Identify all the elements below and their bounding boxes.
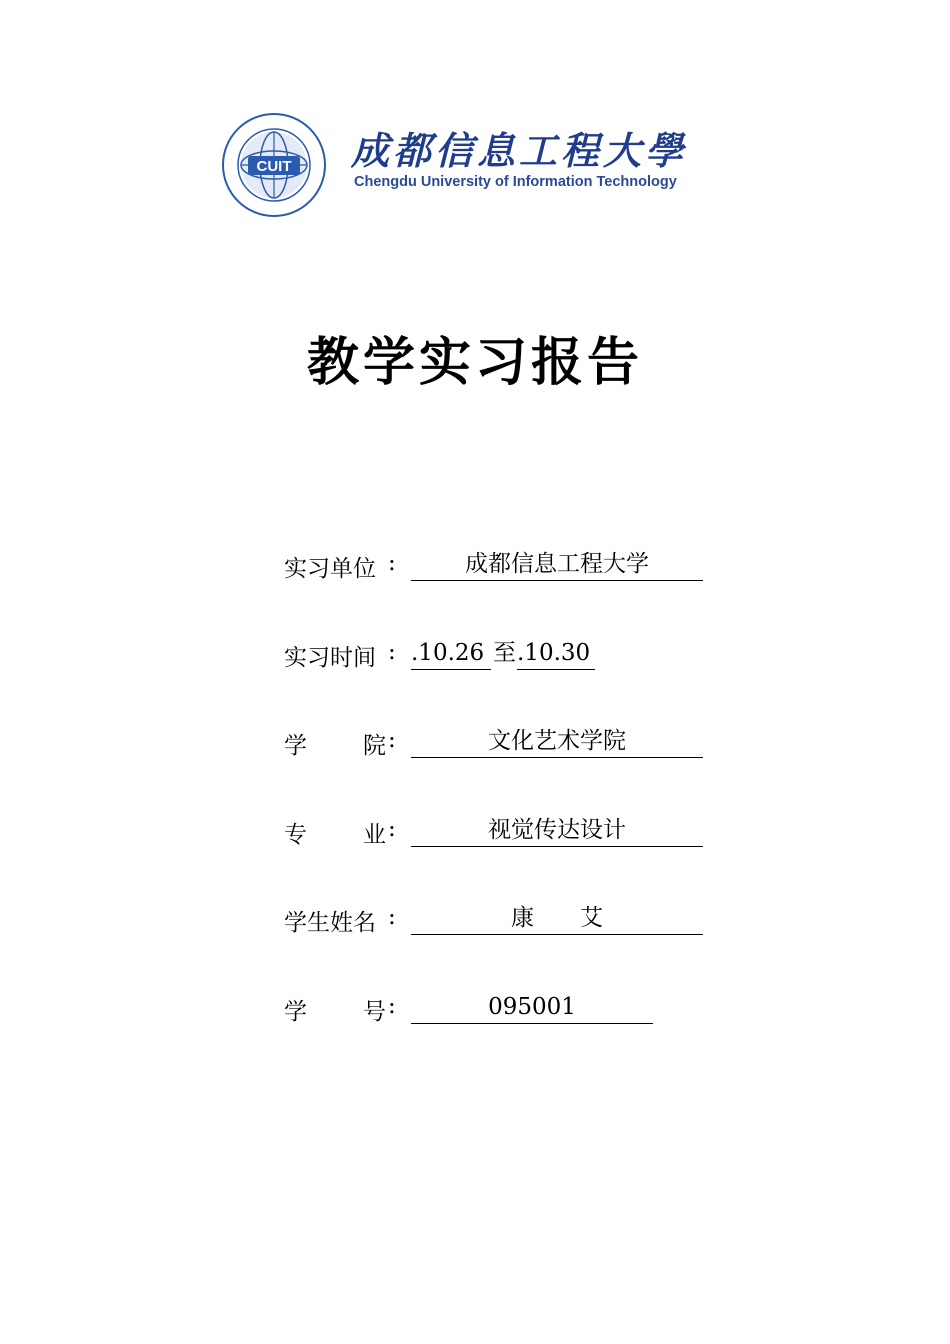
field-value-time-end: .10.30 [517,639,595,670]
field-label-id [284,993,386,1026]
field-value-time-separator: 至 [493,640,516,666]
field-value-id: 095001 [411,993,653,1024]
university-logo [221,112,736,202]
field-colon: : [388,727,396,753]
field-label-major [284,816,386,849]
field-label-name: 学生姓名 [284,910,376,936]
field-colon: : [388,639,396,665]
field-value-time-start: .10.26 [411,639,491,670]
field-label-college [284,727,386,760]
field-value-unit: 成都信息工程大学 [411,550,703,581]
field-value-college: 文化艺术学院 [411,727,703,758]
field-value-name: 康 艾 [411,904,703,935]
report-title: 教学实习报告 [306,332,643,393]
field-colon: : [388,993,396,1019]
seal-text: CUIT [256,158,292,175]
field-label-major-b: 业 [363,822,386,848]
university-name-en: Chengdu University of Information Technology [354,174,677,190]
field-label-college-a: 学 [284,733,307,759]
university-name-cn: 成都信息工程大學 [351,128,688,173]
field-colon: : [388,816,396,842]
field-colon: : [388,550,396,576]
field-label-college-b: 院 [363,733,386,759]
field-colon: : [388,904,396,930]
university-seal-icon [221,112,327,218]
field-label-id-b: 号 [363,999,386,1025]
field-value-major: 视觉传达设计 [411,816,703,847]
field-label-id-a: 学 [284,999,307,1025]
field-label-major-a: 专 [284,822,307,848]
field-label-unit: 实习单位 [284,556,376,582]
field-label-time: 实习时间 [284,645,376,671]
